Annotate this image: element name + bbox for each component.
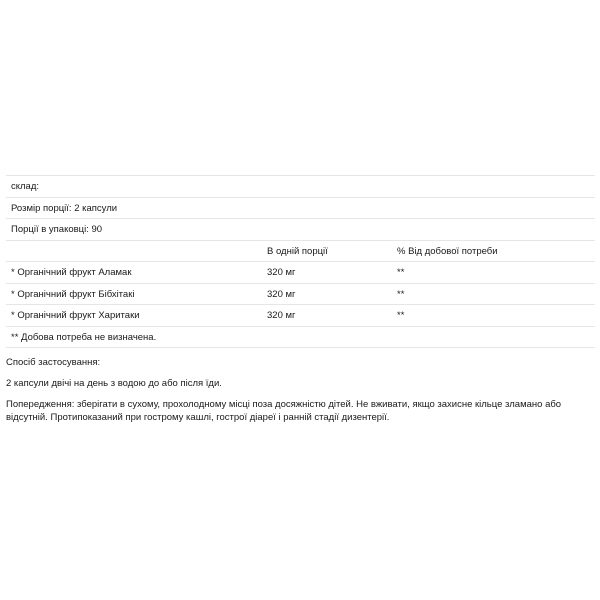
table-row: [6, 305, 595, 327]
ingredient-daily-value: **: [397, 288, 405, 300]
serving-size-row: [6, 198, 595, 220]
ingredient-name: * Органічний фрукт Бібхітакі: [11, 288, 135, 300]
per-serving-header: В одній порції: [267, 245, 328, 257]
servings-per-container: Порції в упаковці: 90: [11, 224, 103, 235]
header-row: [6, 241, 595, 263]
usage-text: 2 капсули двічі на день з водою до або після їди.: [6, 378, 222, 389]
table-title: склад:: [11, 181, 40, 192]
ingredient-amount: 320 мг: [267, 288, 296, 300]
daily-value-header: % Від добової потреби: [397, 245, 498, 257]
supplement-facts-table: [6, 175, 595, 348]
ingredient-daily-value: **: [397, 267, 405, 278]
warning-text: Попередження: зберігати в сухому, прохолодному місці поза досяжністю дітей. Не вживати, якщо захисне кільце зламано або відсутній. Протипоказаний при гострому кашлі, гострої діареї і ранній стадії дизентерії.: [6, 399, 562, 423]
ingredient-daily-value: **: [397, 310, 405, 321]
ingredient-amount: 320 мг: [267, 310, 296, 321]
table-footnote: ** Добова потреба не визначена.: [11, 331, 157, 343]
footnote-row: [6, 327, 595, 349]
serving-size: Розмір порції: 2 капсули: [11, 202, 118, 214]
ingredient-amount: 320 мг: [267, 267, 296, 278]
table-title-row: [6, 176, 595, 198]
usage-title: Спосіб застосування:: [6, 357, 101, 368]
table-row: [6, 284, 595, 306]
ingredient-name: * Органічний фрукт Аламак: [11, 267, 132, 278]
servings-per-container-row: [6, 219, 595, 241]
table-row: [6, 262, 595, 284]
ingredient-name: * Органічний фрукт Харитаки: [11, 310, 140, 321]
